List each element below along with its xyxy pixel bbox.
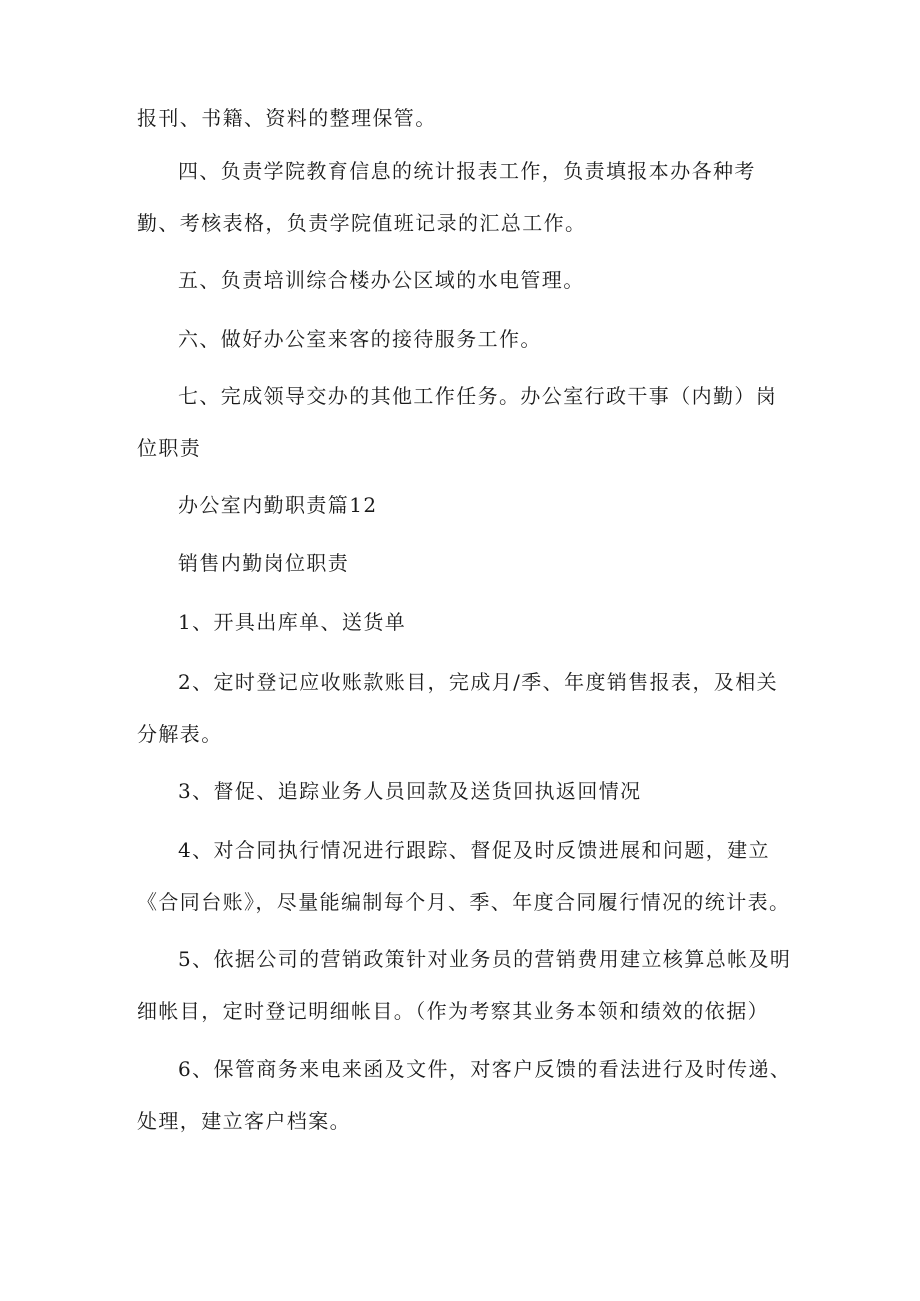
paragraph-item-5: 五、负责培训综合楼办公区域的水电管理。 — [178, 268, 585, 292]
duty-item-3: 3、督促、追踪业务人员回款及送货回执返回情况 — [178, 779, 642, 803]
subsection-heading: 销售内勤岗位职责 — [178, 551, 350, 575]
paragraph-continuation: 报刊、书籍、资料的整理保管。 — [137, 106, 437, 130]
duty-item-2: 2、定时登记应收账款账目，完成月/季、年度销售报表，及相关分解表。 — [137, 670, 779, 746]
duty-item-4: 4、对合同执行情况进行跟踪、督促及时反馈进展和问题，建立《合同台账》，尽量能编制每个月、季、年度合同履行情况的统计表。 — [137, 838, 791, 914]
paragraph-item-7: 七、完成领导交办的其他工作任务。办公室行政干事（内勤）岗位职责 — [137, 384, 778, 460]
duty-item-6: 6、保管商务来电来函及文件，对客户反馈的看法进行及时传递、处理，建立客户档案。 — [137, 1057, 792, 1133]
duty-item-1: 1、开具出库单、送货单 — [178, 610, 407, 634]
paragraph-item-6: 六、做好办公室来客的接待服务工作。 — [178, 327, 542, 351]
paragraph-item-4: 四、负责学院教育信息的统计报表工作，负责填报本办各种考勤、考核表格，负责学院值班记录的汇总工作。 — [137, 159, 756, 235]
section-heading: 办公室内勤职责篇12 — [178, 493, 378, 517]
duty-item-5: 5、依据公司的营销政策针对业务员的营销费用建立核算总帐及明细帐目，定时登记明细帐目。（作为考察其业务本领和绩效的依据） — [137, 947, 792, 1023]
